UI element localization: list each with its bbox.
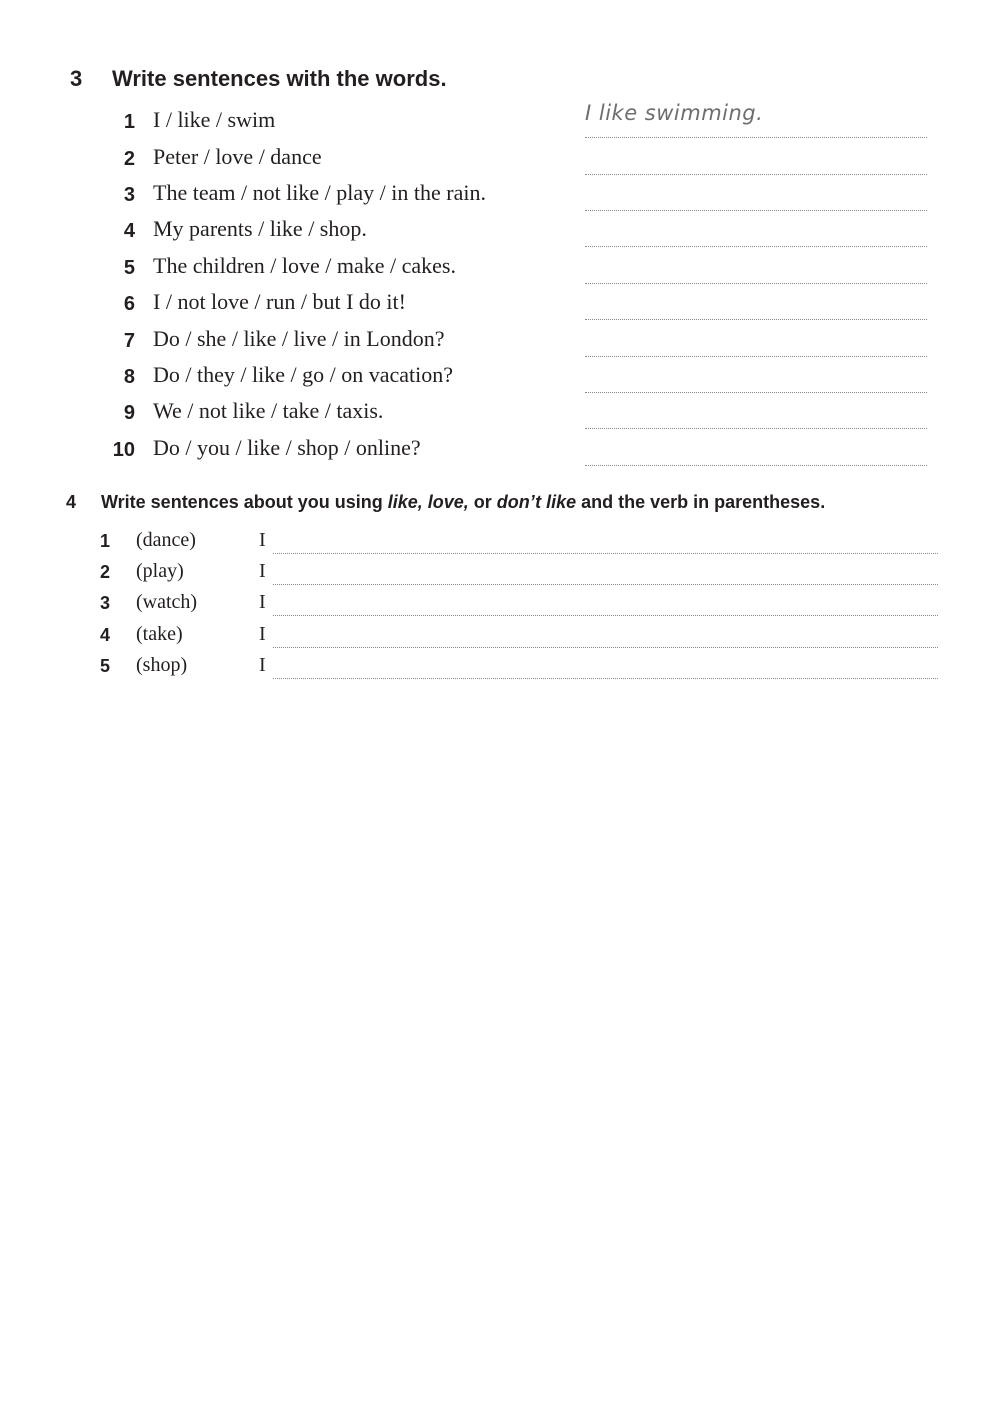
item-prompt: Do / you / like / shop / online?	[153, 435, 421, 460]
exercise-4-item	[0, 529, 1000, 559]
item-number: 9	[123, 402, 135, 424]
item-number: 1	[123, 111, 135, 133]
item-number: 4	[100, 625, 111, 645]
answer-line[interactable]	[585, 174, 927, 175]
item-verb: (shop)	[136, 654, 188, 676]
exercise-4-item	[0, 654, 1000, 684]
exercise-3-item	[0, 398, 1000, 434]
item-number: 10	[112, 439, 135, 461]
exercise-4-item	[0, 591, 1000, 621]
item-number: 1	[100, 531, 111, 551]
answer-line[interactable]	[585, 319, 927, 320]
item-prompt: I / like / swim	[153, 107, 276, 132]
exercise-3-number: 3	[70, 66, 83, 91]
item-verb: (watch)	[136, 591, 198, 613]
answer-line[interactable]	[585, 137, 927, 138]
exercise-3-item	[0, 216, 1000, 252]
item-prompt: Do / they / like / go / on vacation?	[153, 362, 453, 387]
item-prompt: The team / not like / play / in the rain.	[153, 180, 486, 205]
exercise-3-item	[0, 144, 1000, 180]
item-pronoun: I	[259, 560, 266, 582]
exercise-4-title	[101, 492, 825, 513]
item-number: 3	[100, 593, 111, 613]
item-number: 5	[123, 257, 135, 279]
item-prompt: I / not love / run / but I do it!	[153, 289, 406, 314]
item-number: 2	[123, 148, 135, 170]
item-pronoun: I	[259, 623, 266, 645]
title-text: and the verb in parentheses.	[576, 492, 826, 512]
item-verb: (play)	[136, 560, 184, 582]
exercise-3-title: Write sentences with the words.	[112, 66, 447, 91]
title-text: Write sentences about you using	[101, 492, 388, 512]
title-keyword: like, love,	[387, 492, 469, 512]
answer-line[interactable]	[585, 392, 927, 393]
exercise-4-number: 4	[66, 492, 77, 512]
item-prompt: Peter / love / dance	[153, 144, 322, 169]
item-prompt: The children / love / make / cakes.	[153, 253, 456, 278]
item-number: 2	[100, 562, 111, 582]
item-prompt: We / not like / take / taxis.	[153, 398, 384, 423]
answer-line[interactable]	[585, 465, 927, 466]
item-number: 5	[100, 656, 111, 676]
exercise-3-item	[0, 326, 1000, 362]
item-prompt: My parents / like / shop.	[153, 216, 367, 241]
item-number: 8	[123, 366, 135, 388]
answer-line[interactable]	[585, 283, 927, 284]
item-number: 6	[123, 293, 135, 315]
answer-line[interactable]	[273, 584, 938, 585]
item-number: 4	[123, 220, 135, 242]
item-pronoun: I	[259, 591, 266, 613]
answer-line[interactable]	[585, 356, 927, 357]
title-text: or	[468, 492, 497, 512]
item-number: 3	[123, 184, 135, 206]
item-verb: (take)	[136, 623, 183, 645]
item-pronoun: I	[259, 529, 266, 551]
answer-line[interactable]	[273, 678, 938, 679]
answer-line[interactable]	[585, 210, 927, 211]
answer-line[interactable]	[585, 246, 927, 247]
exercise-4-item	[0, 623, 1000, 653]
exercise-3-item	[0, 435, 1000, 471]
item-verb: (dance)	[136, 529, 196, 551]
exercise-3-item	[0, 180, 1000, 216]
item-prompt: Do / she / like / live / in London?	[153, 326, 445, 351]
answer-line[interactable]	[585, 428, 927, 429]
answer-line[interactable]	[273, 647, 938, 648]
answer-line[interactable]	[273, 615, 938, 616]
exercise-3-item	[0, 289, 1000, 325]
exercise-4-item	[0, 560, 1000, 590]
exercise-3-item	[0, 253, 1000, 289]
item-number: 7	[123, 330, 135, 352]
exercise-3-item	[0, 362, 1000, 398]
exercise-3-item	[0, 101, 1000, 143]
item-pronoun: I	[259, 654, 266, 676]
answer-text: I like swimming.	[585, 101, 764, 125]
answer-line[interactable]	[273, 553, 938, 554]
title-keyword: don’t like	[496, 492, 577, 512]
